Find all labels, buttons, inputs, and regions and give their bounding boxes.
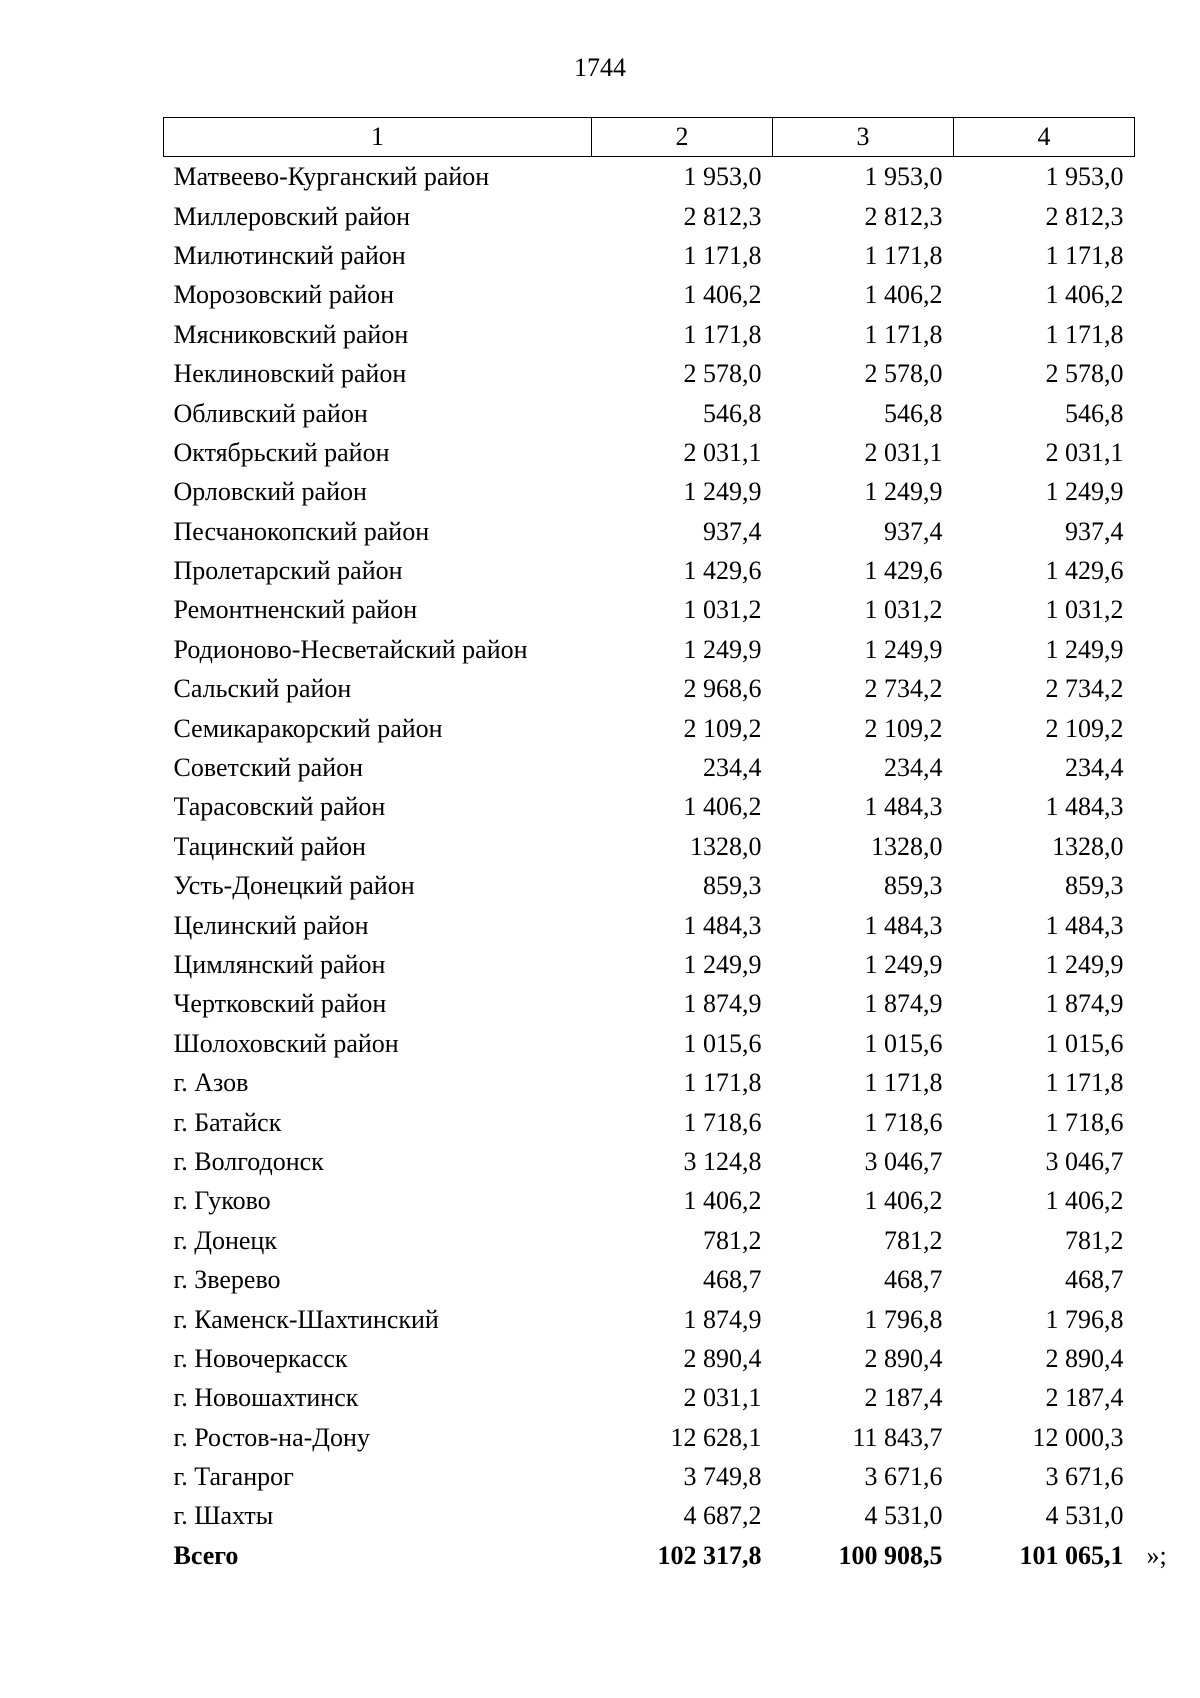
total-value-col3-text: 100 908,5 [838, 1540, 943, 1570]
row-name: Тацинский район [173, 831, 366, 861]
row-value-col2: 1 015,6 [683, 1028, 762, 1058]
row-name: Ремонтненский район [173, 595, 418, 625]
row-value-col3: 1 406,2 [864, 1186, 943, 1216]
table-row [164, 827, 1135, 866]
row-name: Родионово-Несветайский район [173, 634, 528, 664]
row-value-col4: 1 249,9 [1045, 477, 1124, 507]
row-value-col3: 234,4 [884, 753, 943, 783]
table-row [164, 748, 1135, 787]
row-value-col3: 1 484,3 [864, 910, 943, 940]
row-name: г. Зверево [173, 1265, 281, 1295]
row-value-col4: 3 046,7 [1045, 1146, 1124, 1176]
row-name: г. Новочеркасск [173, 1343, 348, 1373]
row-value-col3: 2 187,4 [864, 1383, 943, 1413]
table-row [164, 1142, 1135, 1181]
row-name: Обливский район [173, 398, 368, 428]
table-row [164, 1496, 1135, 1535]
table-row [164, 866, 1135, 905]
row-value-col3: 781,2 [884, 1225, 943, 1255]
table-row [164, 512, 1135, 551]
row-value-col3: 3 046,7 [864, 1146, 943, 1176]
table-row [164, 275, 1135, 314]
row-name: г. Гуково [173, 1186, 271, 1216]
data-table [163, 117, 1167, 1575]
row-value-col3: 1 429,6 [864, 556, 943, 586]
row-value-col3: 1 406,2 [864, 280, 943, 310]
row-value-col4: 546,8 [1065, 398, 1124, 428]
row-value-col2: 1 171,8 [683, 1068, 762, 1098]
row-name: Пролетарский район [173, 556, 403, 586]
row-value-col2: 4 687,2 [683, 1501, 762, 1531]
row-value-col2: 3 749,8 [683, 1462, 762, 1492]
table-row [164, 1181, 1135, 1220]
row-value-col4: 234,4 [1065, 753, 1124, 783]
row-value-col4: 468,7 [1065, 1265, 1124, 1295]
table-row [164, 708, 1135, 747]
row-name: г. Азов [173, 1068, 249, 1098]
table-row [164, 157, 1135, 197]
row-name: Морозовский район [173, 280, 395, 310]
row-value-col2: 1 249,9 [683, 634, 762, 664]
row-name: г. Волгодонск [173, 1146, 324, 1176]
row-value-col3: 937,4 [884, 516, 943, 546]
table-row [164, 1418, 1135, 1457]
row-value-col3: 3 671,6 [864, 1462, 943, 1492]
row-name: г. Ростов-на-Дону [173, 1422, 370, 1452]
row-name: Цимлянский район [173, 950, 386, 979]
row-value-col2: 859,3 [703, 871, 762, 901]
table-row [164, 551, 1135, 590]
table-row [164, 1221, 1135, 1260]
row-name: Неклиновский район [173, 359, 407, 389]
row-name: г. Каменск-Шахтинский [173, 1304, 439, 1334]
row-name: г. Новошахтинск [173, 1383, 359, 1413]
row-value-col4: 1 484,3 [1045, 910, 1124, 940]
row-value-col4: 1 171,8 [1045, 1068, 1124, 1098]
row-value-col4: 1 406,2 [1045, 280, 1124, 310]
table-body [164, 157, 1167, 1576]
table-row [164, 1339, 1135, 1378]
row-value-col4: 937,4 [1065, 516, 1124, 546]
row-name: Тарасовский район [173, 792, 386, 822]
row-name: Семикаракорский район [173, 713, 443, 743]
row-value-col2: 468,7 [703, 1265, 762, 1295]
row-value-col4: 1 718,6 [1045, 1107, 1124, 1137]
header-col-1: 1 [164, 118, 592, 157]
header-col-3: 3 [773, 118, 954, 157]
total-row [164, 1536, 1135, 1575]
row-value-col3: 1 796,8 [864, 1304, 943, 1334]
row-value-col4: 1 031,2 [1045, 595, 1124, 625]
row-value-col3: 1 249,9 [864, 950, 943, 979]
row-value-col3: 2 812,3 [864, 201, 943, 231]
row-value-col2: 1 484,3 [683, 910, 762, 940]
row-value-col4: 1 406,2 [1045, 1186, 1124, 1216]
row-value-col2: 234,4 [703, 753, 762, 783]
row-value-col4: 1328,0 [1052, 831, 1124, 861]
row-value-col4: 1 796,8 [1045, 1304, 1124, 1334]
total-value-col2-text: 102 317,8 [657, 1540, 762, 1570]
row-value-col2: 3 124,8 [683, 1146, 762, 1176]
row-value-col4: 1 171,8 [1045, 240, 1124, 270]
row-name: Усть-Донецкий район [173, 871, 415, 901]
row-value-col2: 12 628,1 [670, 1422, 762, 1452]
header-col-2: 2 [592, 118, 773, 157]
row-value-col4: 1 874,9 [1045, 989, 1124, 1019]
row-value-col3: 1 171,8 [864, 319, 943, 349]
row-value-col4: 3 671,6 [1045, 1462, 1124, 1492]
table-row [164, 1299, 1135, 1338]
closing-quote-mark: »; [1146, 1540, 1167, 1570]
table-row [164, 1024, 1135, 1063]
row-value-col2: 1 406,2 [683, 792, 762, 822]
row-value-col3: 2 890,4 [864, 1343, 943, 1373]
total-value-col2 [592, 1536, 773, 1575]
row-value-col4: 1 484,3 [1045, 792, 1124, 822]
row-name: г. Таганрог [173, 1462, 294, 1492]
row-name: Сальский район [173, 674, 352, 704]
total-value-col4-text: 101 065,1 [1019, 1540, 1124, 1570]
row-value-col2: 2 578,0 [683, 359, 762, 389]
row-value-col4: 2 890,4 [1045, 1343, 1124, 1373]
row-value-col4: 2 812,3 [1045, 201, 1124, 231]
row-name: Советский район [173, 753, 364, 783]
table-row [164, 1063, 1135, 1102]
row-value-col2: 1 031,2 [683, 595, 762, 625]
row-value-col3: 1 031,2 [864, 595, 943, 625]
table-row [164, 945, 1135, 984]
row-value-col2: 1 171,8 [683, 240, 762, 270]
row-value-col2: 1328,0 [690, 831, 762, 861]
table-row [164, 590, 1135, 629]
row-value-col2: 1 874,9 [683, 989, 762, 1019]
table-row [164, 1102, 1135, 1141]
table-row [164, 787, 1135, 826]
row-value-col4: 4 531,0 [1045, 1501, 1124, 1531]
row-value-col3: 1 874,9 [864, 989, 943, 1019]
table-row [164, 393, 1135, 432]
row-value-col2: 1 406,2 [683, 280, 762, 310]
row-value-col4: 12 000,3 [1032, 1422, 1124, 1452]
row-value-col4: 2 031,1 [1045, 437, 1124, 467]
row-value-col2: 1 874,9 [683, 1304, 762, 1334]
row-value-col4: 1 015,6 [1045, 1028, 1124, 1058]
header-col-4: 4 [954, 118, 1135, 157]
row-value-col3: 1 953,0 [864, 162, 943, 192]
table-row [164, 984, 1135, 1023]
row-name: Целинский район [173, 910, 369, 940]
row-value-col3: 1 171,8 [864, 240, 943, 270]
row-name: Миллеровский район [173, 201, 411, 231]
total-value-col3 [773, 1536, 954, 1575]
row-name: г. Батайск [173, 1107, 282, 1137]
row-value-col2: 2 031,1 [683, 1383, 762, 1413]
row-value-col3: 1 015,6 [864, 1028, 943, 1058]
table-row [164, 354, 1135, 393]
table-row [164, 196, 1135, 235]
row-value-col2: 546,8 [703, 398, 762, 428]
page-number: 1744 [574, 53, 626, 82]
row-name: г. Донецк [173, 1225, 277, 1255]
row-name: Матвеево-Курганский район [173, 162, 490, 192]
row-value-col3: 546,8 [884, 398, 943, 428]
total-label-text: Всего [173, 1540, 239, 1570]
row-value-col3: 1 718,6 [864, 1107, 943, 1137]
row-value-col2: 1 249,9 [683, 950, 762, 979]
table-header [164, 118, 1135, 157]
row-value-col2: 2 812,3 [683, 201, 762, 231]
row-value-col3: 2 578,0 [864, 359, 943, 389]
row-value-col2: 1 406,2 [683, 1186, 762, 1216]
row-value-col2: 2 968,6 [683, 674, 762, 704]
row-value-col3: 11 843,7 [852, 1422, 943, 1452]
table-row [164, 669, 1135, 708]
row-value-col2: 781,2 [703, 1225, 762, 1255]
row-value-col4: 781,2 [1065, 1225, 1124, 1255]
table-row [164, 1260, 1135, 1299]
table-row [164, 315, 1135, 354]
row-value-col4: 2 187,4 [1045, 1383, 1124, 1413]
table-row [164, 630, 1135, 669]
row-value-col3: 859,3 [884, 871, 943, 901]
table-row [164, 433, 1135, 472]
row-name: Милютинский район [173, 240, 406, 270]
row-value-col2: 2 031,1 [683, 437, 762, 467]
row-value-col3: 1328,0 [871, 831, 943, 861]
row-name: Чертковский район [173, 989, 387, 1019]
table-row [164, 1378, 1135, 1417]
row-value-col2: 2 890,4 [683, 1343, 762, 1373]
row-name: Песчанокопский район [173, 516, 430, 546]
row-value-col3: 1 484,3 [864, 792, 943, 822]
row-value-col4: 1 249,9 [1045, 950, 1124, 979]
row-value-col4: 2 578,0 [1045, 359, 1124, 389]
table-row [164, 236, 1135, 275]
row-value-col2: 1 718,6 [683, 1107, 762, 1137]
row-value-col3: 2 109,2 [864, 713, 943, 743]
row-value-col2: 937,4 [703, 516, 762, 546]
row-value-col3: 2 031,1 [864, 437, 943, 467]
row-value-col3: 4 531,0 [864, 1501, 943, 1531]
row-name: Шолоховский район [173, 1028, 399, 1058]
row-value-col3: 468,7 [884, 1265, 943, 1295]
row-name: Октябрьский район [173, 437, 390, 467]
row-value-col4: 1 171,8 [1045, 319, 1124, 349]
header-row [164, 118, 1135, 157]
row-value-col4: 1 249,9 [1045, 634, 1124, 664]
row-value-col4: 1 429,6 [1045, 556, 1124, 586]
row-value-col2: 1 953,0 [683, 162, 762, 192]
row-value-col4: 1 953,0 [1045, 162, 1124, 192]
row-value-col3: 2 734,2 [864, 674, 943, 704]
row-value-col2: 2 109,2 [683, 713, 762, 743]
total-label [164, 1536, 592, 1575]
table-row [164, 905, 1135, 944]
row-value-col2: 1 249,9 [683, 477, 762, 507]
row-value-col3: 1 171,8 [864, 1068, 943, 1098]
row-value-col3: 1 249,9 [864, 634, 943, 664]
row-value-col2: 1 429,6 [683, 556, 762, 586]
row-value-col4: 859,3 [1065, 871, 1124, 901]
row-value-col4: 2 109,2 [1045, 713, 1124, 743]
row-value-col2: 1 171,8 [683, 319, 762, 349]
row-name: Мясниковский район [173, 319, 409, 349]
row-name: г. Шахты [173, 1501, 274, 1531]
table-row [164, 472, 1135, 511]
row-value-col3: 1 249,9 [864, 477, 943, 507]
total-value-col4 [954, 1536, 1167, 1575]
row-value-col4: 2 734,2 [1045, 674, 1124, 704]
table-row [164, 1457, 1135, 1496]
row-name: Орловский район [173, 477, 367, 507]
